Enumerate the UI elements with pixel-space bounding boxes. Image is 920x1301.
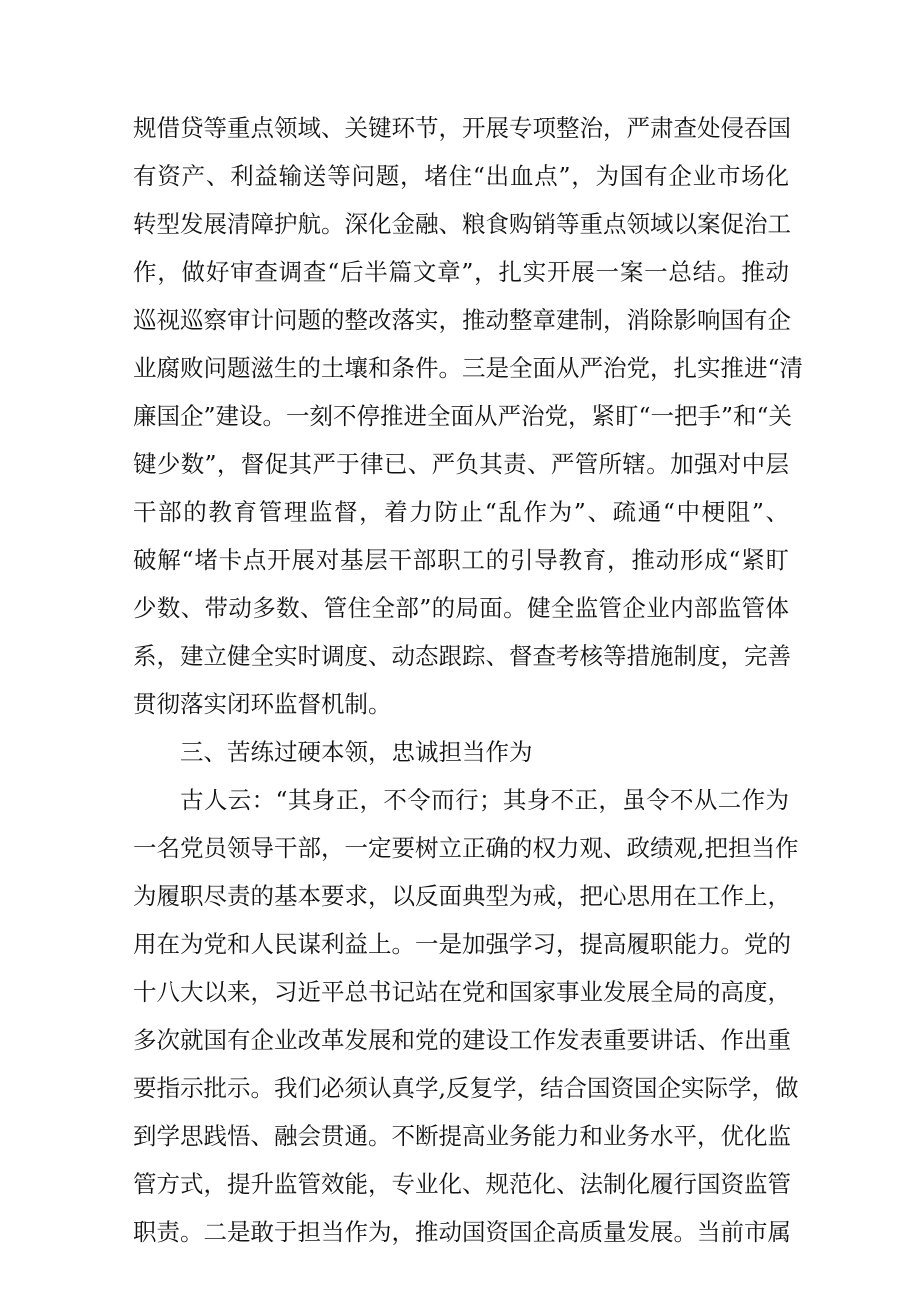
text-line: 要指示批示。我们必须认真学,反复学，结合国资国企实际学，做 <box>133 1074 799 1102</box>
text-line: 少数、带动多数、管住全部”的局面。健全监管企业内部监管体 <box>133 594 789 622</box>
section-heading: 三、苦练过硬本领，忠诚担当作为 <box>180 738 533 766</box>
text-line: 作，做好审查调查“后半篇文章”，扎实开展一案一总结。推动 <box>133 258 789 286</box>
text-line: 贯彻落实闭环监督机制。 <box>133 690 392 718</box>
text-line: 干部的教育管理监督，着力防止“乱作为”、疏通“中梗阻”、 <box>133 498 789 526</box>
text-line: 管方式，提升监管效能，专业化、规范化、法制化履行国资监管 <box>133 1170 791 1198</box>
text-line: 十八大以来，习近平总书记站在党和国家事业发展全局的高度， <box>133 978 791 1006</box>
text-line: 转型发展清障护航。深化金融、粮食购销等重点领域以案促治工 <box>133 210 791 238</box>
text-line: 多次就国有企业改革发展和党的建设工作发表重要讲话、作出重 <box>133 1026 791 1054</box>
text-line: 一名党员领导干部，一定要树立正确的权力观、政绩观,把担当作 <box>133 834 799 862</box>
text-line: 系，建立健全实时调度、动态跟踪、督查考核等措施制度，完善 <box>133 642 791 670</box>
text-line: 到学思践悟、融会贯通。不断提高业务能力和业务水平，优化监 <box>133 1122 791 1150</box>
text-line: 为履职尽责的基本要求，以反面典型为戒，把心思用在工作上， <box>133 882 791 910</box>
text-line: 职责。二是敢于担当作为，推动国资国企高质量发展。当前市属 <box>133 1218 791 1246</box>
text-line: 廉国企”建设。一刻不停推进全面从严治党，紧盯“一把手”和“关 <box>133 402 793 430</box>
text-line: 键少数”，督促其严于律已、严负其责、严管所辖。加强对中层 <box>133 450 789 478</box>
text-line: 破解“堵卡点开展对基层干部职工的引导教育，推动形成“紧盯 <box>133 546 789 574</box>
text-line: 业腐败问题滋生的土壤和条件。三是全面从严治党，扎实推进“清 <box>133 354 804 382</box>
text-line: 巡视巡察审计问题的整改落实，推动整章建制，消除影响国有企 <box>133 306 791 334</box>
text-line: 古人云：“其身正，不令而行；其身不正，虽令不从二作为 <box>180 786 789 814</box>
text-line: 有资产、利益输送等问题，堵住“出血点”，为国有企业市场化 <box>133 162 789 190</box>
text-line: 规借贷等重点领域、关键环节，开展专项整治，严肃查处侵吞国 <box>133 114 791 142</box>
text-line: 用在为党和人民谋利益上。一是加强学习，提高履职能力。党的 <box>133 930 791 958</box>
